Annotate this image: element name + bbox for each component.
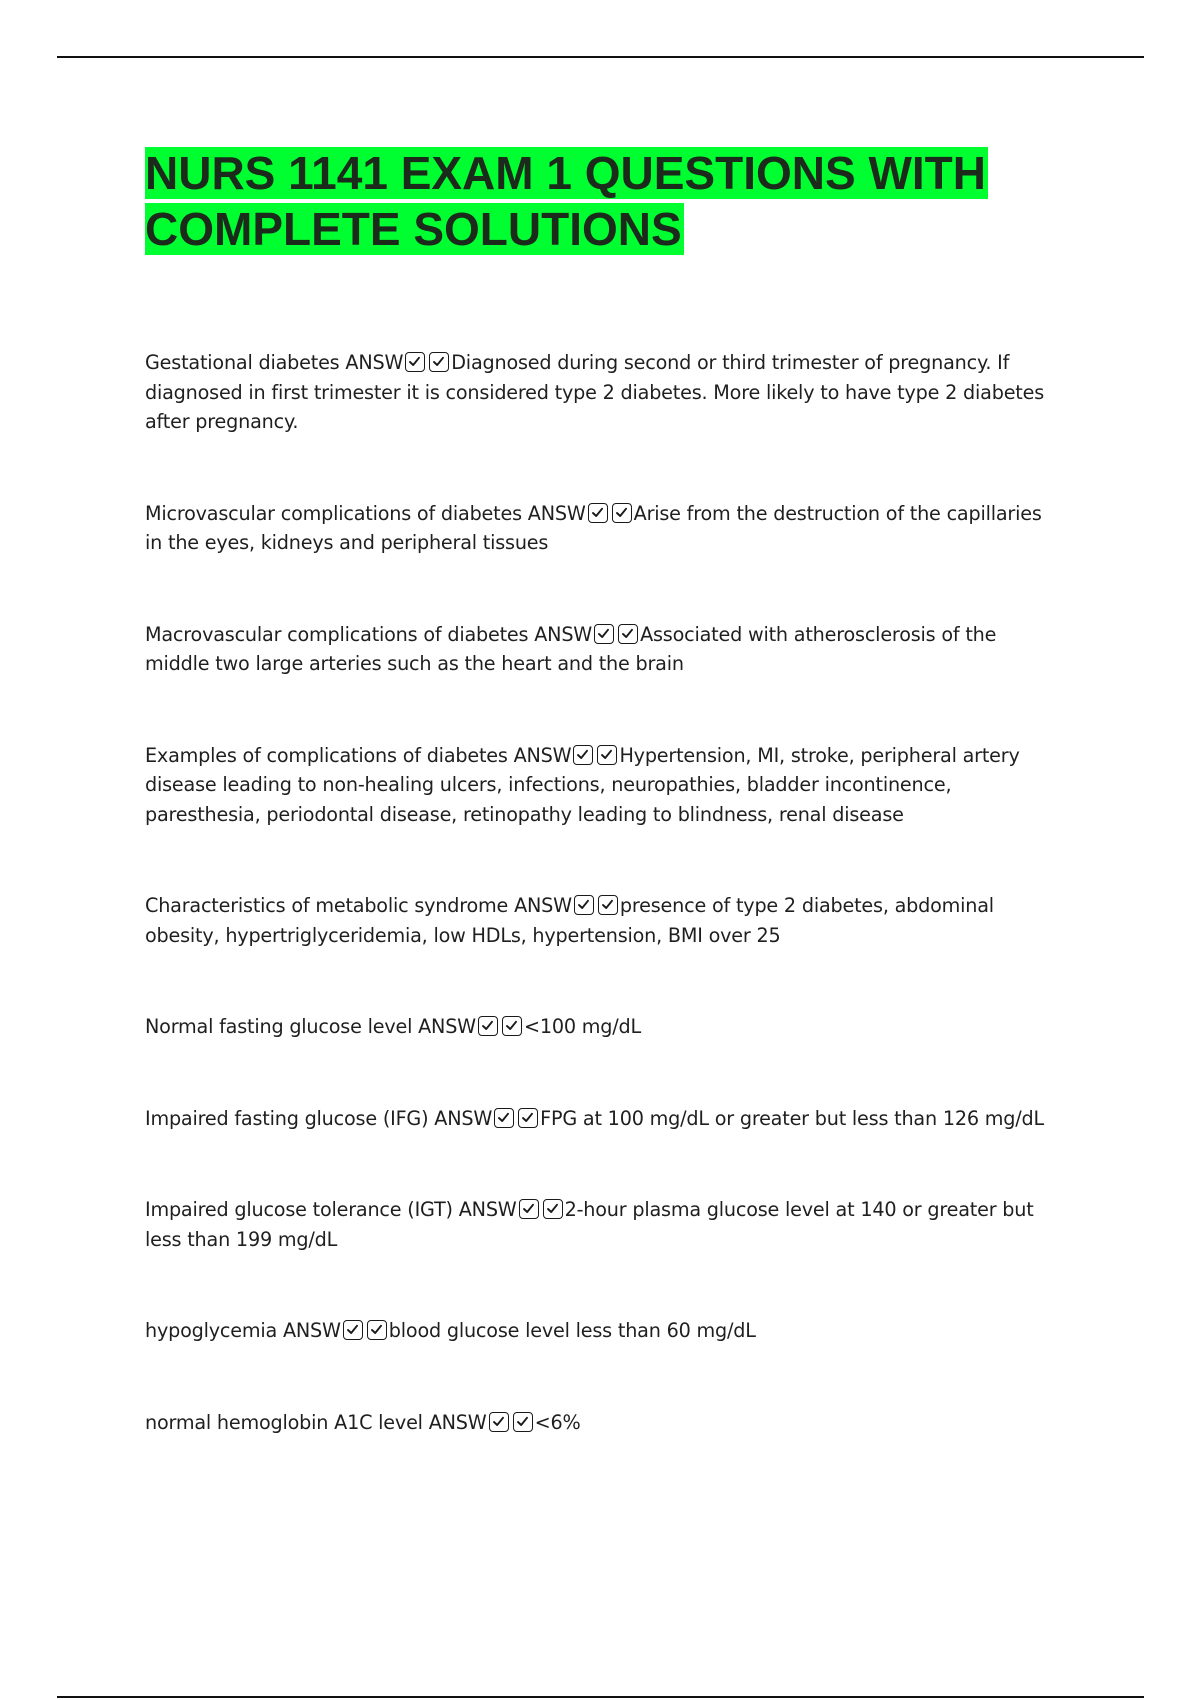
checked-box-icon: [612, 503, 632, 523]
checked-box-icon: [429, 352, 449, 372]
qa-answer: <100 mg/dL: [523, 1015, 641, 1038]
qa-item: [145, 1316, 1050, 1346]
title-line-2: COMPLETE SOLUTIONS: [145, 203, 682, 255]
checked-box-icon: [513, 1412, 533, 1432]
qa-item: [145, 348, 1050, 437]
answer-marker: ANSW: [434, 1106, 493, 1130]
qa-answer: presence of type 2 diabetes, abdominal obesity, hypertriglyceridemia, low HDLs, hypertension, BMI over 25: [145, 894, 994, 947]
checked-box-icon: [489, 1412, 509, 1432]
checked-box-icon: [518, 1108, 538, 1128]
checked-box-icon: [598, 895, 618, 915]
qa-item: [145, 1408, 1050, 1438]
qa-answer: Diagnosed during second or third trimester of pregnancy. If diagnosed in first trimester it is considered type 2 diabetes. More likely to have type 2 diabetes after pregnancy.: [145, 351, 1045, 433]
answer-marker: ANSW: [418, 1015, 476, 1038]
checked-box-icon: [618, 624, 638, 644]
qa-term: Impaired glucose tolerance (IGT): [145, 1198, 453, 1221]
qa-item: [145, 620, 1050, 679]
qa-term: Microvascular complications of diabetes: [145, 501, 522, 525]
qa-answer: Hypertension, MI, stroke, peripheral artery disease leading to non-healing ulcers, infections, neuropathies, bladder incontinence, paresthesia, periodontal disease, retinopathy leading to blindness, renal disease: [145, 743, 1020, 826]
qa-answer: <6%: [534, 1410, 581, 1434]
top-divider: [57, 56, 1144, 58]
answer-marker: ANSW: [345, 351, 404, 374]
checked-box-icon: [519, 1199, 539, 1219]
title-line-1: NURS 1141 EXAM 1 QUESTIONS WITH: [145, 147, 986, 199]
answer-marker: ANSW: [428, 1410, 487, 1434]
qa-item: [145, 1104, 1050, 1134]
checked-box-icon: [367, 1320, 387, 1340]
checked-box-icon: [588, 503, 608, 523]
answer-marker: ANSW: [282, 1319, 341, 1342]
qa-term: Gestational diabetes: [145, 351, 340, 374]
qa-answer: Associated with atherosclerosis of the middle two large arteries such as the heart and the brain: [145, 622, 997, 675]
answer-marker: ANSW: [534, 622, 593, 646]
checked-box-icon: [502, 1016, 522, 1036]
answer-marker: ANSW: [458, 1198, 517, 1221]
qa-term: Normal fasting glucose level: [145, 1015, 413, 1038]
qa-answer: 2-hour plasma glucose level at 140 or greater but less than 199 mg/dL: [145, 1198, 1034, 1251]
bottom-divider: [57, 1696, 1144, 1698]
qa-item: [145, 891, 1050, 950]
qa-answer: blood glucose level less than 60 mg/dL: [388, 1319, 756, 1342]
checked-box-icon: [574, 895, 594, 915]
checked-box-icon: [405, 352, 425, 372]
qa-item: [145, 1195, 1050, 1254]
title-block: [145, 145, 1045, 257]
qa-term: Impaired fasting glucose (IFG): [145, 1106, 429, 1130]
qa-term: normal hemoglobin A1C level: [145, 1410, 423, 1434]
qa-item: [145, 1012, 1050, 1042]
qa-list: [145, 348, 1050, 1499]
checked-box-icon: [597, 745, 617, 765]
checked-box-icon: [543, 1199, 563, 1219]
answer-marker: ANSW: [527, 501, 586, 525]
checked-box-icon: [478, 1016, 498, 1036]
answer-marker: ANSW: [514, 894, 572, 917]
checked-box-icon: [573, 745, 593, 765]
document-title: [145, 145, 1045, 257]
qa-term: Macrovascular complications of diabetes: [145, 622, 529, 646]
checked-box-icon: [494, 1108, 514, 1128]
qa-item: [145, 741, 1050, 830]
checked-box-icon: [343, 1320, 363, 1340]
qa-term: hypoglycemia: [145, 1319, 278, 1342]
qa-term: Examples of complications of diabetes: [145, 743, 508, 767]
qa-answer: Arise from the destruction of the capillaries in the eyes, kidneys and peripheral tissues: [145, 501, 1042, 554]
qa-term: Characteristics of metabolic syndrome: [145, 894, 509, 917]
answer-marker: ANSW: [513, 743, 572, 767]
checked-box-icon: [594, 624, 614, 644]
qa-item: [145, 499, 1050, 558]
qa-answer: FPG at 100 mg/dL or greater but less than 126 mg/dL: [540, 1106, 1044, 1130]
